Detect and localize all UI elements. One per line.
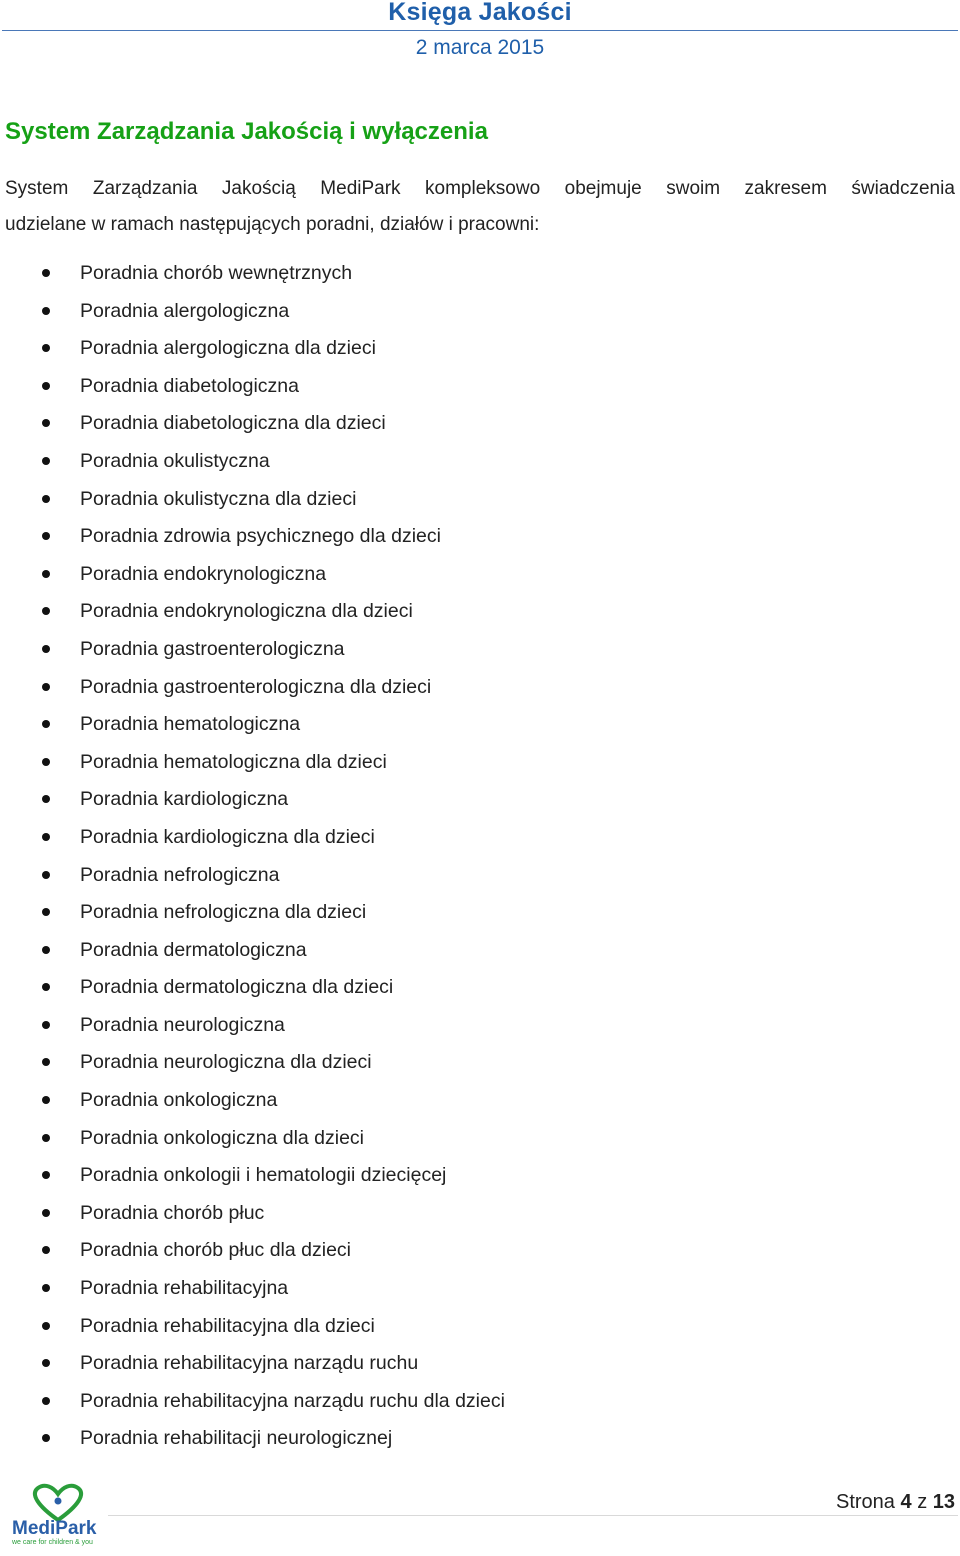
list-item	[0, 256, 505, 294]
bullet-icon	[42, 269, 50, 277]
list-item	[0, 331, 505, 369]
document-title: Księga Jakości	[388, 0, 572, 26]
list-item	[0, 1233, 505, 1271]
bullet-icon	[42, 795, 50, 803]
section-heading: System Zarządzania Jakością i wyłączenia	[5, 118, 488, 145]
list-item-label: Poradnia chorób płuc	[80, 1201, 265, 1224]
bullet-icon	[42, 570, 50, 578]
list-item	[0, 1083, 505, 1121]
list-item-label: Poradnia nefrologiczna	[80, 863, 280, 886]
list-item-label: Poradnia chorób płuc dla dzieci	[80, 1239, 352, 1262]
bullet-icon	[42, 1209, 50, 1217]
list-item	[0, 970, 505, 1008]
list-item	[0, 519, 505, 557]
list-item-label: Poradnia diabetologiczna	[80, 374, 299, 397]
list-item-label: Poradnia endokrynologiczna	[80, 562, 327, 585]
page-current: 4	[900, 1491, 912, 1513]
list-item	[0, 933, 505, 971]
page-total: 13	[932, 1491, 955, 1513]
list-item-label: Poradnia dermatologiczna dla dzieci	[80, 976, 394, 999]
list-item-label: Poradnia chorób wewnętrznych	[80, 262, 353, 284]
list-item-label: Poradnia onkologiczna dla dzieci	[80, 1126, 365, 1149]
list-item-label: Poradnia onkologii i hematologii dziecięcej	[80, 1164, 447, 1187]
bullet-icon	[42, 683, 50, 691]
list-item	[0, 670, 505, 708]
list-item	[0, 557, 505, 595]
list-item	[0, 782, 505, 820]
list-item	[0, 444, 505, 482]
intro-word: swoim	[666, 178, 721, 199]
list-item-label: Poradnia endokrynologiczna dla dzieci	[80, 600, 413, 623]
list-item	[0, 1196, 505, 1234]
bullet-icon	[42, 1171, 50, 1179]
intro-word: obejmuje	[564, 178, 642, 199]
bullet-icon	[42, 1284, 50, 1292]
list-item	[0, 1384, 505, 1422]
list-item	[0, 1346, 505, 1384]
intro-word: zakresem	[744, 178, 827, 199]
list-item	[0, 1309, 505, 1347]
bullet-icon	[42, 344, 50, 352]
list-item	[0, 632, 505, 670]
list-item	[0, 1271, 505, 1309]
bullet-icon	[42, 307, 50, 315]
header-divider	[2, 30, 958, 31]
list-item	[0, 895, 505, 933]
list-item-label: Poradnia rehabilitacyjna narządu ruchu	[80, 1352, 419, 1375]
bullet-icon	[42, 1096, 50, 1104]
list-item	[0, 294, 505, 332]
list-item-label: Poradnia neurologiczna	[80, 1013, 285, 1036]
bullet-icon	[42, 607, 50, 615]
list-item	[0, 1158, 505, 1196]
list-item	[0, 858, 505, 896]
intro-word: MediPark	[320, 178, 401, 199]
intro-word: kompleksowo	[425, 178, 541, 199]
bullet-icon	[42, 983, 50, 991]
bullet-icon	[42, 457, 50, 465]
bullet-icon	[42, 946, 50, 954]
intro-line-1	[5, 171, 955, 207]
bullet-icon	[42, 532, 50, 540]
list-item	[0, 820, 505, 858]
intro-word: świadczenia	[851, 178, 955, 199]
list-item-label: Poradnia kardiologiczna dla dzieci	[80, 825, 375, 848]
footer-divider	[108, 1515, 958, 1516]
list-item	[0, 745, 505, 783]
bullet-icon	[42, 1322, 50, 1330]
medipark-logo	[8, 1480, 108, 1546]
list-item	[0, 369, 505, 407]
bullet-icon	[42, 1246, 50, 1254]
bullet-icon	[42, 758, 50, 766]
bullet-icon	[42, 720, 50, 728]
bullet-icon	[42, 1434, 50, 1442]
bullet-icon	[42, 908, 50, 916]
list-item-label: Poradnia gastroenterologiczna	[80, 637, 345, 660]
bullet-icon	[42, 833, 50, 841]
bullet-icon	[42, 382, 50, 390]
list-item-label: Poradnia hematologiczna dla dzieci	[80, 750, 387, 773]
list-item	[0, 1045, 505, 1083]
page-separator: z	[917, 1491, 928, 1513]
page-counter	[836, 1491, 955, 1514]
list-item-label: Poradnia dermatologiczna	[80, 938, 307, 961]
bullet-icon	[42, 1134, 50, 1142]
bullet-icon	[42, 419, 50, 427]
bullet-icon	[42, 1359, 50, 1367]
svg-text:MediPark: MediPark	[12, 1518, 97, 1539]
list-item-label: Poradnia gastroenterologiczna dla dzieci	[80, 675, 432, 698]
list-item-label: Poradnia rehabilitacji neurologicznej	[80, 1427, 393, 1450]
list-item-label: Poradnia onkologiczna	[80, 1089, 278, 1112]
list-item-label: Poradnia rehabilitacyjna narządu ruchu dla dzieci	[80, 1389, 505, 1412]
intro-word: Jakością	[221, 178, 296, 199]
list-item	[0, 482, 505, 520]
bullet-icon	[42, 1397, 50, 1405]
list-item-label: Poradnia alergologiczna dla dzieci	[80, 337, 376, 360]
bullet-icon	[42, 1021, 50, 1029]
list-item-label: Poradnia rehabilitacyjna	[80, 1277, 289, 1300]
list-item-label: Poradnia kardiologiczna	[80, 788, 289, 811]
intro-line-2: udzielane w ramach następujących poradni, działów i pracowni:	[5, 214, 540, 235]
bullet-icon	[42, 645, 50, 653]
list-item-label: Poradnia nefrologiczna dla dzieci	[80, 901, 367, 924]
list-item	[0, 1421, 505, 1459]
list-item-label: Poradnia okulistyczna dla dzieci	[80, 487, 357, 510]
list-item	[0, 406, 505, 444]
bullet-icon	[42, 871, 50, 879]
svg-text:we care for children & you: we care for children & you	[12, 1539, 93, 1546]
bullet-icon	[42, 1058, 50, 1066]
intro-word: System	[5, 178, 69, 199]
list-item	[0, 594, 505, 632]
bullet-icon	[42, 495, 50, 503]
list-item-label: Poradnia diabetologiczna dla dzieci	[80, 412, 386, 435]
list-item-label: Poradnia zdrowia psychicznego dla dzieci	[80, 525, 441, 548]
list-item-label: Poradnia rehabilitacyjna dla dzieci	[80, 1314, 375, 1337]
clinic-list	[0, 256, 505, 1459]
list-item	[0, 707, 505, 745]
list-item-label: Poradnia hematologiczna	[80, 713, 301, 736]
document-date: 2 marca 2015	[415, 36, 545, 59]
list-item-label: Poradnia neurologiczna dla dzieci	[80, 1051, 372, 1074]
list-item	[0, 1008, 505, 1046]
list-item	[0, 1121, 505, 1159]
intro-word: Zarządzania	[92, 178, 198, 199]
list-item-label: Poradnia okulistyczna	[80, 449, 270, 472]
intro-paragraph	[5, 171, 955, 243]
list-item-label: Poradnia alergologiczna	[80, 299, 290, 322]
page-prefix: Strona	[836, 1491, 895, 1513]
